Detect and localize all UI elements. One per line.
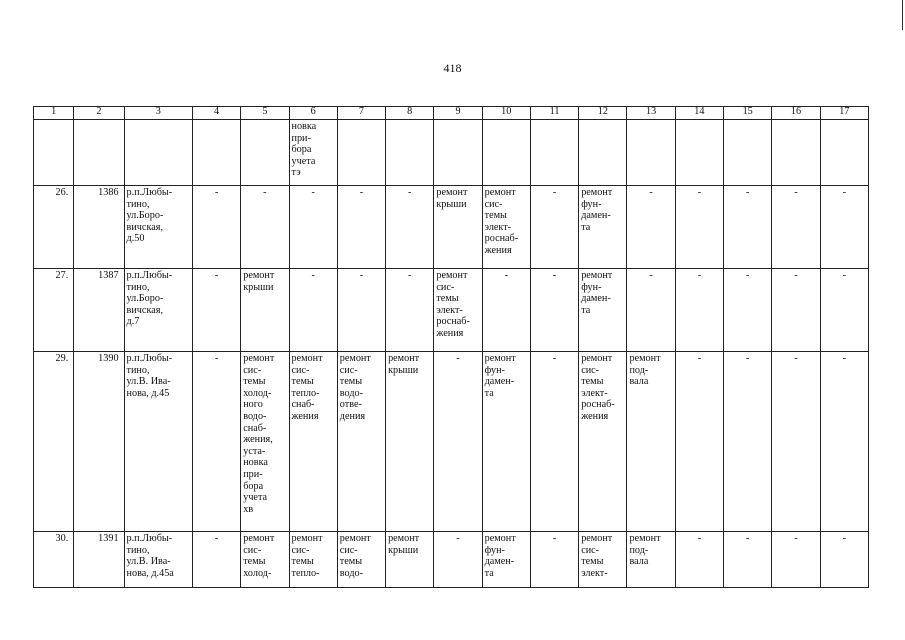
column-header: 4 [192, 107, 240, 120]
table-cell [337, 532, 385, 588]
table-cell [124, 352, 192, 532]
table-cell [579, 352, 627, 532]
table-cell [241, 120, 289, 186]
cell-text: ремонт сис- темы водо- отве- дения [339, 353, 371, 422]
cell-text: - [697, 353, 702, 364]
table-cell [241, 186, 289, 269]
table-cell [482, 120, 530, 186]
table-cell [820, 269, 868, 352]
cell-text: - [552, 353, 557, 364]
column-header: 7 [337, 107, 385, 120]
table-cell [241, 269, 289, 352]
table-cell [74, 120, 124, 186]
table-cell [74, 352, 124, 532]
cell-text: - [745, 353, 750, 364]
table-cell [192, 186, 240, 269]
cell-text: - [311, 270, 315, 281]
table-cell [241, 532, 289, 588]
table-cell [482, 269, 530, 352]
cell-text: 1390 [98, 353, 119, 364]
table-cell [434, 120, 482, 186]
cell-text: ремонт сис- темы элект- роснаб- жения [484, 187, 519, 256]
table-row [34, 352, 869, 532]
table-cell [434, 352, 482, 532]
cell-text: - [697, 187, 702, 198]
table-row [34, 186, 869, 269]
table-cell [530, 269, 578, 352]
table-cell [289, 186, 337, 269]
column-header: 11 [530, 107, 578, 120]
table-cell [530, 186, 578, 269]
cell-text: 26. [55, 187, 69, 198]
table-cell [289, 269, 337, 352]
table-cell [482, 352, 530, 532]
table-cell [34, 120, 74, 186]
cell-text: - [745, 270, 750, 281]
cell-text: - [842, 353, 846, 364]
cell-text: 1391 [98, 533, 119, 544]
table-cell [337, 352, 385, 532]
cell-text: - [842, 187, 846, 198]
table-cell [772, 352, 820, 532]
table-cell [579, 120, 627, 186]
table-cell [579, 532, 627, 588]
cell-text: - [649, 187, 653, 198]
table-row [34, 532, 869, 588]
cell-text: - [649, 270, 653, 281]
cell-text: - [214, 270, 219, 281]
cell-text: - [794, 533, 798, 544]
table-cell [675, 186, 723, 269]
table-cell [820, 532, 868, 588]
table-cell [579, 269, 627, 352]
cell-text: ремонт фун- дамен- та [484, 353, 516, 399]
cell-text: - [552, 533, 557, 544]
table-cell [386, 532, 434, 588]
table-cell [124, 186, 192, 269]
cell-text: 1387 [98, 270, 119, 281]
table-cell [627, 352, 675, 532]
cell-text: - [842, 533, 846, 544]
cell-text: - [745, 187, 750, 198]
table-cell [74, 186, 124, 269]
table-cell [434, 532, 482, 588]
cell-text: - [456, 353, 460, 364]
column-header: 10 [482, 107, 530, 120]
cell-text: ремонт сис- темы элект- [581, 533, 613, 579]
table-cell [192, 352, 240, 532]
cell-text: - [408, 187, 412, 198]
cell-text: 27. [55, 270, 69, 281]
table-cell [386, 186, 434, 269]
cell-text: р.п.Любы- тино, ул.Боро- вичская, д.50 [126, 187, 173, 245]
table-cell [772, 186, 820, 269]
table-cell [192, 532, 240, 588]
table-cell [530, 532, 578, 588]
column-header: 5 [241, 107, 289, 120]
cell-text: - [214, 187, 219, 198]
cell-text: - [504, 270, 508, 281]
cell-text: 29. [55, 353, 69, 364]
cell-text: 1386 [98, 187, 119, 198]
table-cell [124, 269, 192, 352]
cell-text: - [842, 270, 846, 281]
table-cell [289, 352, 337, 532]
column-header: 13 [627, 107, 675, 120]
table-cell [724, 352, 772, 532]
table-cell [124, 120, 192, 186]
cell-text: - [408, 270, 412, 281]
table-cell [434, 186, 482, 269]
cell-text: ремонт фун- дамен- та [581, 270, 613, 316]
table-cell [675, 269, 723, 352]
cell-text: - [214, 533, 219, 544]
column-header: 8 [386, 107, 434, 120]
cell-text: р.п.Любы- тино, ул.В. Ива- нова, д.45 [126, 353, 173, 399]
cell-text: - [552, 187, 557, 198]
cell-text: - [794, 270, 798, 281]
cell-text: 30. [55, 533, 69, 544]
table-row [34, 269, 869, 352]
column-header: 15 [724, 107, 772, 120]
table-cell [192, 269, 240, 352]
cell-text: ремонт сис- темы тепло- [291, 533, 323, 579]
column-header: 3 [124, 107, 192, 120]
table-cell [74, 532, 124, 588]
cell-text: ремонт крыши [243, 270, 275, 293]
table-cell [34, 532, 74, 588]
cell-text: - [456, 533, 460, 544]
table-cell [337, 186, 385, 269]
cell-text: ремонт сис- темы холод- [243, 533, 275, 579]
table-cell [675, 120, 723, 186]
column-header: 9 [434, 107, 482, 120]
table-cell [627, 120, 675, 186]
table-cell [289, 120, 337, 186]
cell-text: ремонт сис- темы холод- ного водо- снаб- жения, уста- новка при- бора учета хв [243, 353, 275, 515]
table-cell [337, 269, 385, 352]
table-cell [772, 532, 820, 588]
table-cell [192, 120, 240, 186]
cell-text: новка при- бора учета тэ [291, 121, 317, 179]
cell-text: - [552, 270, 557, 281]
table-cell [34, 269, 74, 352]
cell-text: - [359, 270, 364, 281]
cell-text: - [359, 187, 364, 198]
column-header: 6 [289, 107, 337, 120]
table-cell [241, 352, 289, 532]
scan-edge-mark [902, 0, 903, 30]
cell-text: - [214, 353, 219, 364]
table-cell [724, 269, 772, 352]
table-cell [337, 120, 385, 186]
cell-text: ремонт под- вала [629, 533, 661, 568]
cell-text: ремонт сис- темы тепло- снаб- жения [291, 353, 323, 422]
table-cell [386, 352, 434, 532]
column-header: 2 [74, 107, 124, 120]
cell-text: - [794, 353, 798, 364]
page-number: 418 [443, 61, 462, 75]
table-cell [434, 269, 482, 352]
cell-text: - [745, 533, 750, 544]
table-cell [124, 532, 192, 588]
cell-text: ремонт крыши [436, 187, 468, 210]
column-header: 12 [579, 107, 627, 120]
cell-text: - [794, 187, 798, 198]
table-cell [675, 532, 723, 588]
cell-text: ремонт крыши [388, 353, 420, 376]
table-cell [482, 532, 530, 588]
column-header: 14 [675, 107, 723, 120]
cell-text: - [697, 270, 702, 281]
table-cell [724, 120, 772, 186]
table-cell [627, 532, 675, 588]
column-header: 16 [772, 107, 820, 120]
table-cell [675, 352, 723, 532]
cell-text: р.п.Любы- тино, ул.Боро- вичская, д.7 [126, 270, 173, 328]
cell-text: - [263, 187, 267, 198]
table-cell [530, 352, 578, 532]
column-header: 1 [34, 107, 74, 120]
table-cell [289, 532, 337, 588]
header-row [34, 107, 869, 120]
cell-text: - [311, 187, 315, 198]
table-cell [530, 120, 578, 186]
cell-text: р.п.Любы- тино, ул.В. Ива- нова, д.45а [126, 533, 174, 579]
table-cell [820, 352, 868, 532]
table-cell [724, 186, 772, 269]
table-cell [386, 269, 434, 352]
table-cell [627, 269, 675, 352]
table-cell [772, 269, 820, 352]
table-cell [386, 120, 434, 186]
table-cell [34, 352, 74, 532]
cell-text: ремонт сис- темы элект- роснаб- жения [436, 270, 470, 339]
cell-text: ремонт сис- темы водо- [339, 533, 371, 579]
table-cell [579, 186, 627, 269]
cell-text: ремонт под- вала [629, 353, 661, 388]
column-header: 17 [820, 107, 868, 120]
cell-text: ремонт фун- дамен- та [484, 533, 516, 579]
table-cell [627, 186, 675, 269]
table-row [34, 120, 869, 186]
cell-text: ремонт крыши [388, 533, 420, 556]
cell-text: ремонт фун- дамен- та [581, 187, 613, 233]
repair-schedule-table [33, 106, 869, 588]
table-cell [482, 186, 530, 269]
table-cell [820, 186, 868, 269]
cell-text: - [697, 533, 702, 544]
cell-text: ремонт сис- темы элект- роснаб- жения [581, 353, 615, 422]
table-cell [74, 269, 124, 352]
table-cell [724, 532, 772, 588]
table-cell [820, 120, 868, 186]
table-cell [772, 120, 820, 186]
table-cell [34, 186, 74, 269]
